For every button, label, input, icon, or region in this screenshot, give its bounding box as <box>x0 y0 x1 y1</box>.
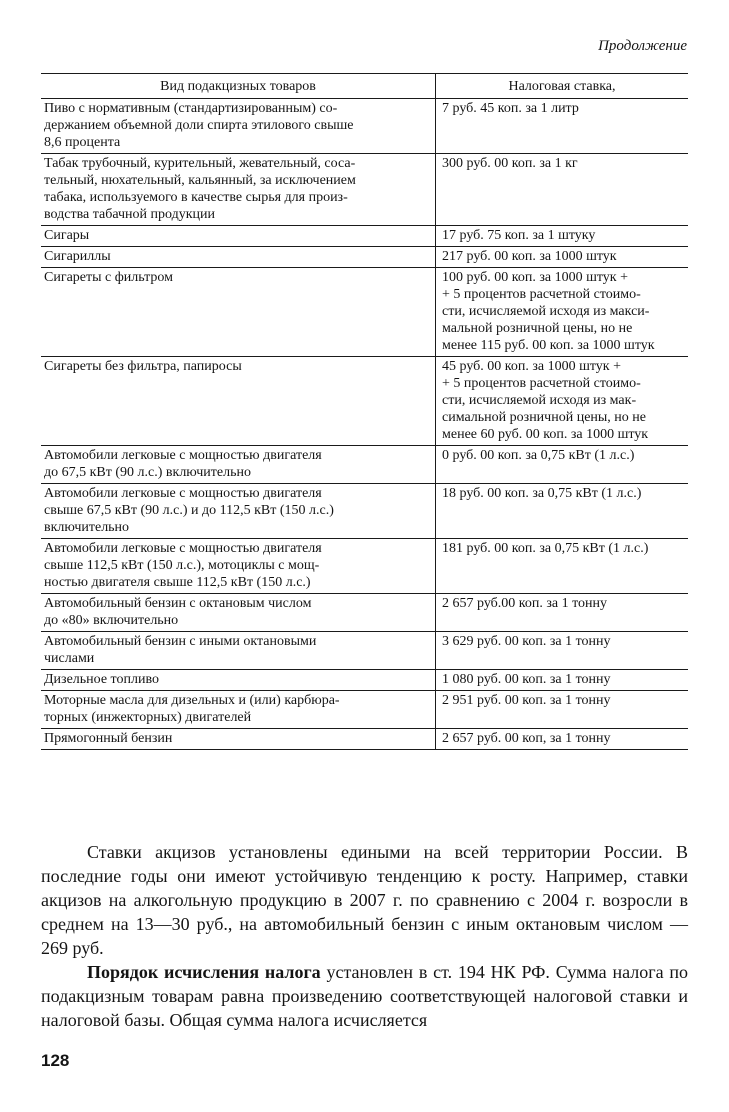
rate-cell: 2 657 руб. 00 коп, за 1 тонну <box>436 729 689 750</box>
table-row <box>41 539 688 594</box>
table-row <box>41 594 688 632</box>
table-header-row <box>41 74 688 99</box>
rate-cell: 100 руб. 00 коп. за 1000 штук + + 5 процентов расчетной стоимо- сти, исчисляемой исходя из макси- мальной розничной цены, но не менее 115 руб. 00 коп. за 1000 штук <box>436 268 689 357</box>
table-row <box>41 154 688 226</box>
table-row <box>41 99 688 154</box>
rate-cell: 17 руб. 75 коп. за 1 штуку <box>436 226 689 247</box>
rate-cell: 0 руб. 00 коп. за 0,75 кВт (1 л.с.) <box>436 446 689 484</box>
rate-cell: 45 руб. 00 коп. за 1000 штук + + 5 процентов расчетной стоимо- сти, исчисляемой исходя из мак- симальной розничной цены, но не менее 60 руб. 00 коп. за 1000 штук <box>436 357 689 446</box>
rate-cell: 7 руб. 45 коп. за 1 литр <box>436 99 689 154</box>
paragraph-calculation-text: установлен в ст. 194 НК РФ. Сумма налога по подакцизным товарам равна произведению соответствующей налоговой ставки и налоговой базы. Общая сумма налога исчисляется <box>41 962 688 1030</box>
goods-cell: Сигареты без фильтра, папиросы <box>41 357 436 446</box>
goods-cell: Сигариллы <box>41 247 436 268</box>
table-row <box>41 632 688 670</box>
rate-cell: 18 руб. 00 коп. за 0,75 кВт (1 л.с.) <box>436 484 689 539</box>
column-header-rate: Налоговая ставка, <box>436 74 689 99</box>
column-header-goods: Вид подакцизных товаров <box>41 74 436 99</box>
goods-cell: Прямогонный бензин <box>41 729 436 750</box>
table-body <box>41 99 688 750</box>
goods-cell: Сигары <box>41 226 436 247</box>
goods-cell: Табак трубочный, курительный, жевательный, соса- тельный, нюхательный, кальянный, за исключением табака, используемого в качестве сырья для произ- водства табачной продукции <box>41 154 436 226</box>
paragraph-rates: Ставки акцизов установлены едиными на всей территории России. В последние годы они имеют устойчивую тенденцию к росту. Например, ставки акцизов на алкогольную продукцию в 2007 г. по сравнению с 2004 г. возросли в среднем на 13—30 руб., на автомобильный бензин с иным октановым числом — 269 руб. <box>41 842 688 958</box>
goods-cell: Автомобили легковые с мощностью двигателя до 67,5 кВт (90 л.с.) включительно <box>41 446 436 484</box>
table-row <box>41 268 688 357</box>
rate-cell: 3 629 руб. 00 коп. за 1 тонну <box>436 632 689 670</box>
rate-cell: 181 руб. 00 коп. за 0,75 кВт (1 л.с.) <box>436 539 689 594</box>
rate-cell: 2 951 руб. 00 коп. за 1 тонну <box>436 691 689 729</box>
table-row <box>41 226 688 247</box>
rate-cell: 217 руб. 00 коп. за 1000 штук <box>436 247 689 268</box>
paragraph-calculation-lead: Порядок исчисления налога <box>87 962 321 982</box>
table-row <box>41 247 688 268</box>
goods-cell: Автомобильный бензин с октановым числом до «80» включительно <box>41 594 436 632</box>
goods-cell: Сигареты с фильтром <box>41 268 436 357</box>
goods-cell: Автомобильный бензин с иными октановыми числами <box>41 632 436 670</box>
goods-cell: Автомобили легковые с мощностью двигателя свыше 67,5 кВт (90 л.с.) и до 112,5 кВт (150 л.с.) включительно <box>41 484 436 539</box>
table-row <box>41 484 688 539</box>
page-number: 128 <box>41 1051 70 1070</box>
table-row <box>41 729 688 750</box>
rate-cell: 1 080 руб. 00 коп. за 1 тонну <box>436 670 689 691</box>
table-row <box>41 691 688 729</box>
table-row <box>41 446 688 484</box>
body-text <box>41 840 688 1032</box>
goods-cell: Пиво с нормативным (стандартизированным) со- держанием объемной доли спирта этилового свыше 8,6 процента <box>41 99 436 154</box>
goods-cell: Дизельное топливо <box>41 670 436 691</box>
paragraph-calculation <box>41 960 688 1032</box>
table-row <box>41 670 688 691</box>
table-row <box>41 357 688 446</box>
continued-label: Продолжение <box>598 38 687 54</box>
goods-cell: Моторные масла для дизельных и (или) карбюра- торных (инжекторных) двигателей <box>41 691 436 729</box>
excise-rates-table <box>41 73 688 750</box>
goods-cell: Автомобили легковые с мощностью двигателя свыше 112,5 кВт (150 л.с.), мотоциклы с мощ- ностью двигателя свыше 112,5 кВт (150 л.с.) <box>41 539 436 594</box>
rate-cell: 2 657 руб.00 коп. за 1 тонну <box>436 594 689 632</box>
rate-cell: 300 руб. 00 коп. за 1 кг <box>436 154 689 226</box>
